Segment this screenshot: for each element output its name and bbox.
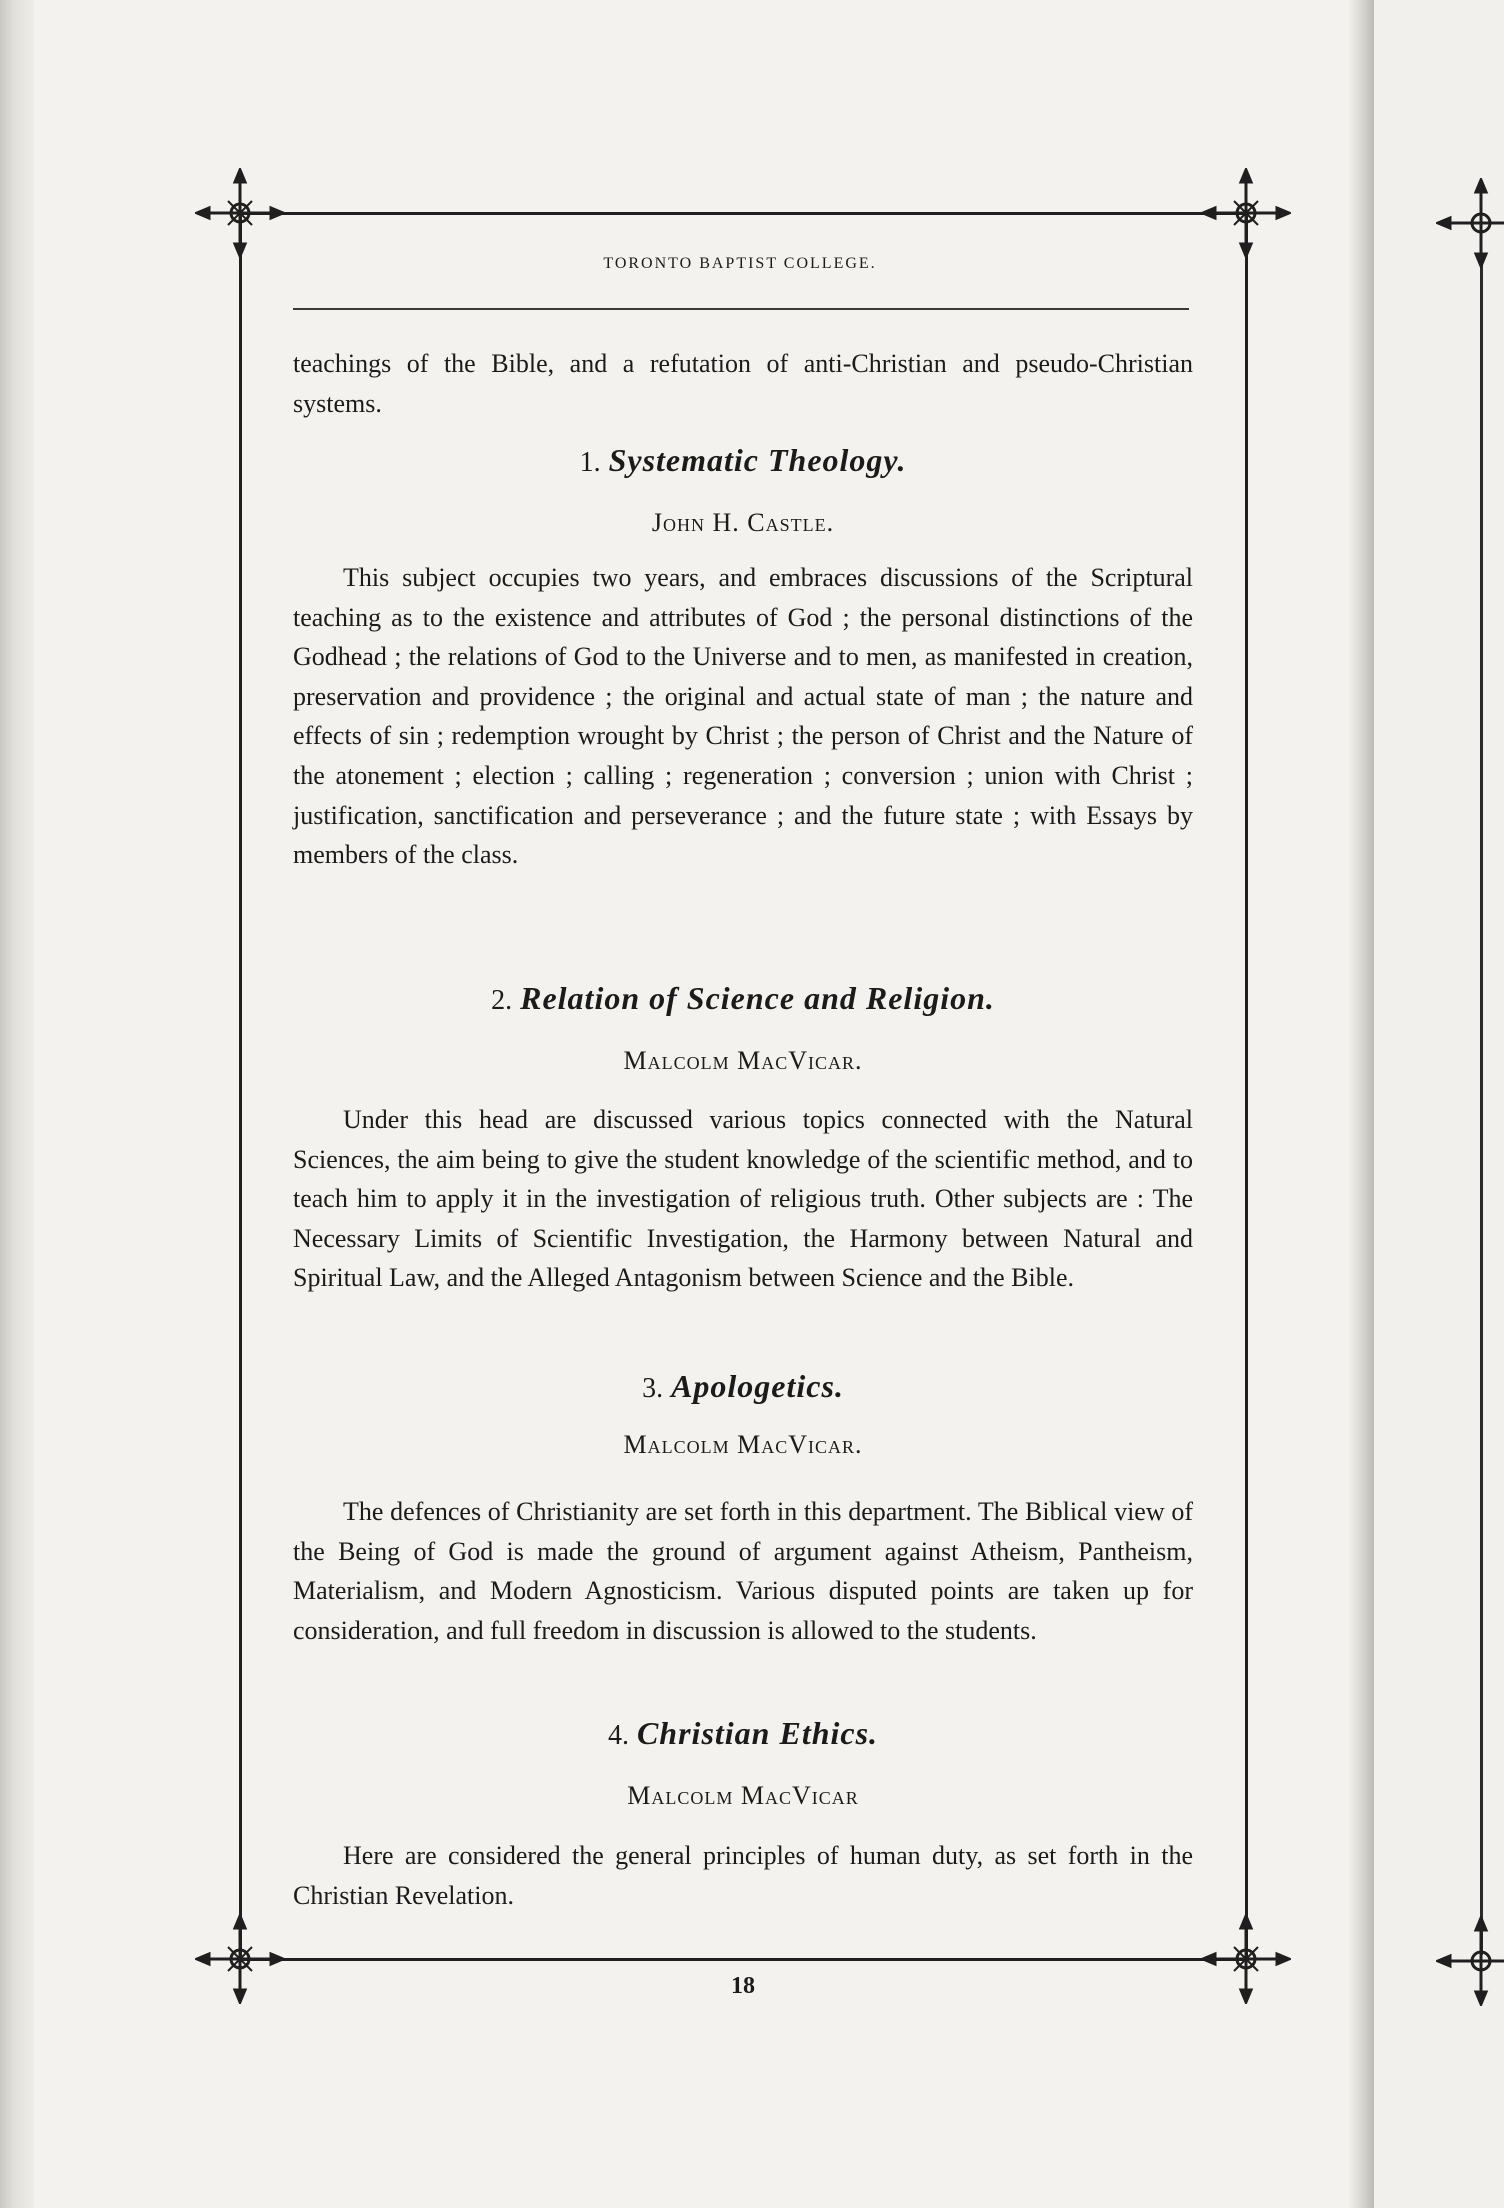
section-number: 1. <box>579 447 601 478</box>
frame-top-rule <box>240 212 1246 215</box>
section-number: 4. <box>607 1720 629 1751</box>
section-heading <box>293 1715 1193 1752</box>
section-author: Malcolm MacVicar <box>627 1781 859 1810</box>
section-body: Under this head are discussed various topics connected with the Natural Sciences, the aim being to give the student knowledge of the scientific method, and to teach him to apply it in the investigation of religious truth. Other subjects are : The Necessary Limits of Scientific Investigation, the Harmony between Natural and Spiritual Law, and the Alleged Antagonism between Science and the Bible. <box>293 1105 1193 1293</box>
section-title: Apologetics. <box>671 1368 844 1404</box>
section-body: This subject occupies two years, and embraces discussions of the Scriptural teaching as to the existence and attributes of God ; the personal distinctions of the Godhead ; the relations of God to the Universe and to men, as manifested in creation, preservation and providence ; the original and actual state of man ; the nature and effects of sin ; redemption wrought by Christ ; the person of Christ and the Nature of the atonement ; election ; calling ; regeneration ; conversion ; union with Christ ; justification, sanctification and perseverance ; and the future state ; with Essays by members of the class. <box>293 563 1193 870</box>
corner-ornament-top-left-icon <box>195 168 285 258</box>
section-title: Christian Ethics. <box>636 1715 879 1751</box>
section-number: 3. <box>642 1373 664 1404</box>
section-title: Relation of Science and Religion. <box>520 980 995 1016</box>
frame-left-rule <box>239 212 242 1961</box>
running-head-rule <box>293 308 1189 310</box>
corner-ornament-bottom-left-icon <box>195 1914 285 2004</box>
section-body: The defences of Christianity are set forth in this department. The Biblical view of the Being of God is made the ground of argument against Atheism, Pantheism, Materialism, and Modern Agnosticism. Various disputed points are taken up for consideration, and full freedom in discussion is allowed to the students. <box>293 1497 1193 1645</box>
section-heading <box>293 442 1193 479</box>
frame-right-rule <box>1245 212 1248 1961</box>
running-head: TORONTO BAPTIST COLLEGE. <box>603 255 877 272</box>
frame-bottom-rule <box>240 1958 1246 1961</box>
book-gutter-shadow <box>0 0 34 2208</box>
section-author: Malcolm MacVicar. <box>623 1046 863 1075</box>
page-number: 18 <box>731 1973 755 1999</box>
section-body: Here are considered the general principles of human duty, as set forth in the Christian Revelation. <box>293 1841 1193 1910</box>
section-heading <box>293 1368 1193 1405</box>
corner-ornament-top-right-icon <box>1201 168 1291 258</box>
next-page-border <box>1480 265 1483 1955</box>
section-title: Systematic Theology. <box>608 442 907 478</box>
section-number: 2. <box>491 985 513 1016</box>
next-page-ornament-top-icon <box>1436 178 1504 268</box>
page-edge-shadow <box>1348 0 1374 2208</box>
next-page-ornament-bottom-icon <box>1436 1916 1504 2006</box>
section-heading <box>293 980 1193 1017</box>
corner-ornament-bottom-right-icon <box>1201 1914 1291 2004</box>
section-author: John H. Castle. <box>651 508 835 537</box>
next-page-edge <box>1374 0 1504 2208</box>
section-author: Malcolm MacVicar. <box>623 1430 863 1459</box>
intro-paragraph: teachings of the Bible, and a refutation of anti-Christian and pseudo-Christian systems. <box>293 349 1193 418</box>
